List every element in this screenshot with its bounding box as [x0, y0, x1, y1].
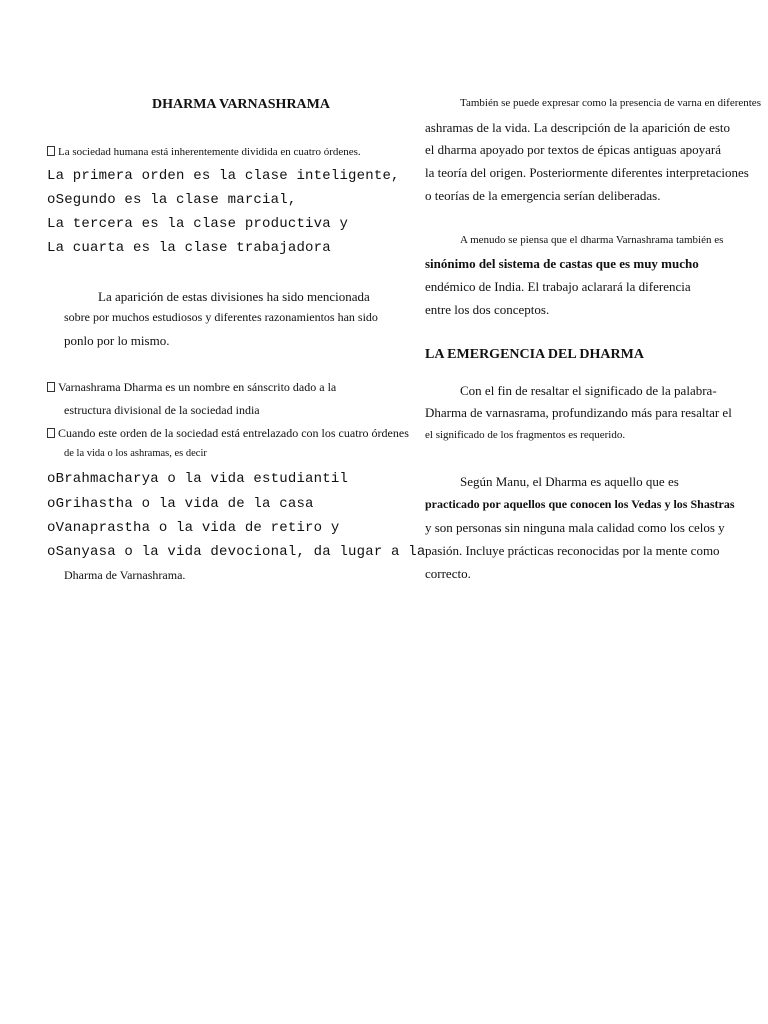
bullet1-line-2: estructura divisional de la sociedad india [64, 403, 260, 417]
bullet-glyph-icon [47, 382, 55, 392]
bullet1-line-1 [47, 380, 336, 395]
bullet2-line-2: de la vida o los ashramas, es decir [64, 448, 207, 459]
p1-line-2: ashramas de la vida. La descripción de la aparición de esto [425, 120, 731, 135]
p2-line-1: A menudo se piensa que el dharma Varnashrama también es [460, 234, 724, 246]
p2-line-4: entre los dos conceptos. [425, 302, 550, 317]
p1-line-1: También se puede expresar como la presencia de varna en diferentes [460, 97, 761, 109]
closing-line: Dharma de Varnashrama. [64, 568, 186, 582]
bullet1-text: Varnashrama Dharma es un nombre en sánscrito dado a la [58, 380, 337, 394]
order-line-4: La cuarta es la clase trabajadora [47, 240, 331, 256]
p4-line-5: correcto. [425, 566, 471, 581]
ashrama-line-1: oBrahmacharya o la vida estudiantil [47, 471, 349, 487]
p2-bold-line: sinónimo del sistema de castas que es muy mucho [425, 256, 699, 271]
ashrama-line-2: oGrihastha o la vida de la casa [47, 496, 314, 512]
bullet-glyph-icon [47, 146, 55, 156]
p3-line-3: el significado de los fragmentos es requerido. [425, 429, 626, 441]
p4-line-4: pasión. Incluye prácticas reconocidas por la mente como [425, 543, 720, 558]
para1-line-3: ponlo por lo mismo. [64, 333, 170, 348]
intro-line [47, 146, 361, 158]
document-title: DHARMA VARNASHRAMA [152, 97, 330, 112]
p1-line-5: o teorías de la emergencia serían deliberadas. [425, 188, 661, 203]
p4-line-3: y son personas sin ninguna mala calidad como los celos y [425, 520, 725, 535]
p4-line-1: Según Manu, el Dharma es aquello que es [460, 474, 679, 489]
bullet2-text: Cuando este orden de la sociedad está entrelazado con los cuatro órdenes [58, 426, 409, 440]
intro-text: La sociedad humana está inherentemente dividida en cuatro órdenes. [58, 146, 361, 158]
ashrama-line-4: oSanyasa o la vida devocional, da lugar a la [47, 544, 426, 560]
order-line-1: La primera orden es la clase inteligente, [47, 168, 400, 184]
order-line-2: oSegundo es la clase marcial, [47, 192, 297, 208]
p4-bold-line: practicado por aquellos que conocen los Vedas y los Shastras [425, 497, 735, 511]
para1-line-2: sobre por muchos estudiosos y diferentes razonamientos han sido [64, 310, 378, 324]
section-heading: LA EMERGENCIA DEL DHARMA [425, 347, 644, 362]
ashrama-line-3: oVanaprastha o la vida de retiro y [47, 520, 340, 536]
p1-line-3: el dharma apoyado por textos de épicas antiguas apoyará [425, 142, 721, 157]
bullet-glyph-icon [47, 428, 55, 438]
p1-line-4: la teoría del origen. Posteriormente diferentes interpretaciones [425, 165, 749, 180]
p3-line-2: Dharma de varnasrama, profundizando más para resaltar el [425, 405, 732, 420]
para1-line-1: La aparición de estas divisiones ha sido mencionada [98, 289, 370, 304]
p2-line-3: endémico de India. El trabajo aclarará la diferencia [425, 279, 691, 294]
bullet2-line-1 [47, 426, 409, 441]
p3-line-1: Con el fin de resaltar el significado de la palabra- [460, 383, 717, 398]
order-line-3: La tercera es la clase productiva y [47, 216, 349, 232]
